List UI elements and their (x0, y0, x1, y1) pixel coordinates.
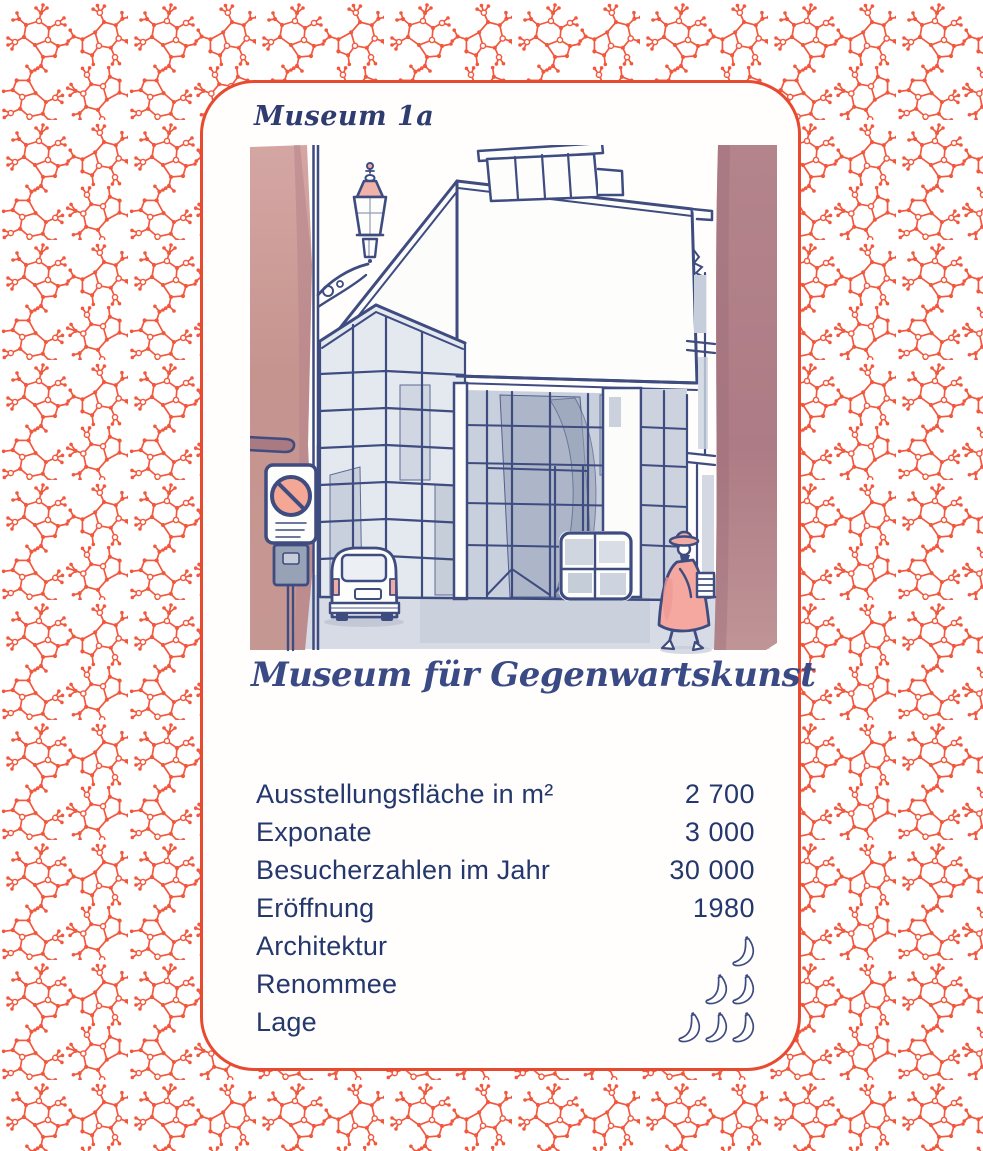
banana-icon (702, 1012, 728, 1043)
stat-label: Eröffnung (256, 892, 375, 923)
stat-label: Ausstellungsfläche in m² (256, 778, 554, 809)
stat-value: 3 000 (684, 816, 755, 847)
stat-row (256, 927, 755, 965)
stat-label: Besucherzahlen im Jahr (256, 854, 551, 885)
stat-row (256, 965, 755, 1003)
van (324, 548, 404, 627)
stat-row (256, 889, 755, 927)
banana-icon (729, 974, 755, 1005)
card-id-label: Museum 1a (254, 101, 435, 132)
stat-row (256, 851, 755, 889)
stat-label: Exponate (256, 816, 372, 847)
rooftop-structure (478, 145, 623, 201)
stat-label: Lage (256, 1006, 317, 1037)
entrance-vestibule (559, 531, 633, 601)
wall-ledge (250, 437, 294, 452)
banana-rating (702, 974, 755, 1005)
stat-value: 2 700 (684, 778, 755, 809)
stat-row (256, 813, 755, 851)
museum-card (200, 80, 816, 1071)
stat-label: Renommee (256, 968, 398, 999)
banana-icon (729, 936, 755, 967)
banana-icon (702, 974, 728, 1005)
banana-rating (675, 1012, 755, 1043)
stats-table (256, 775, 755, 1041)
pillar-shading (714, 145, 730, 650)
museum-illustration (250, 145, 777, 658)
stat-value: 1980 (692, 892, 755, 923)
banana-icon (729, 1012, 755, 1043)
banana-icon (675, 1012, 701, 1043)
stat-value: 30 000 (669, 854, 755, 885)
stat-row (256, 1003, 755, 1041)
banana-rating (729, 936, 755, 967)
stat-row (256, 775, 755, 813)
stat-label: Architektur (256, 930, 388, 961)
card-title: Museum für Gegenwartskunst (251, 655, 816, 695)
